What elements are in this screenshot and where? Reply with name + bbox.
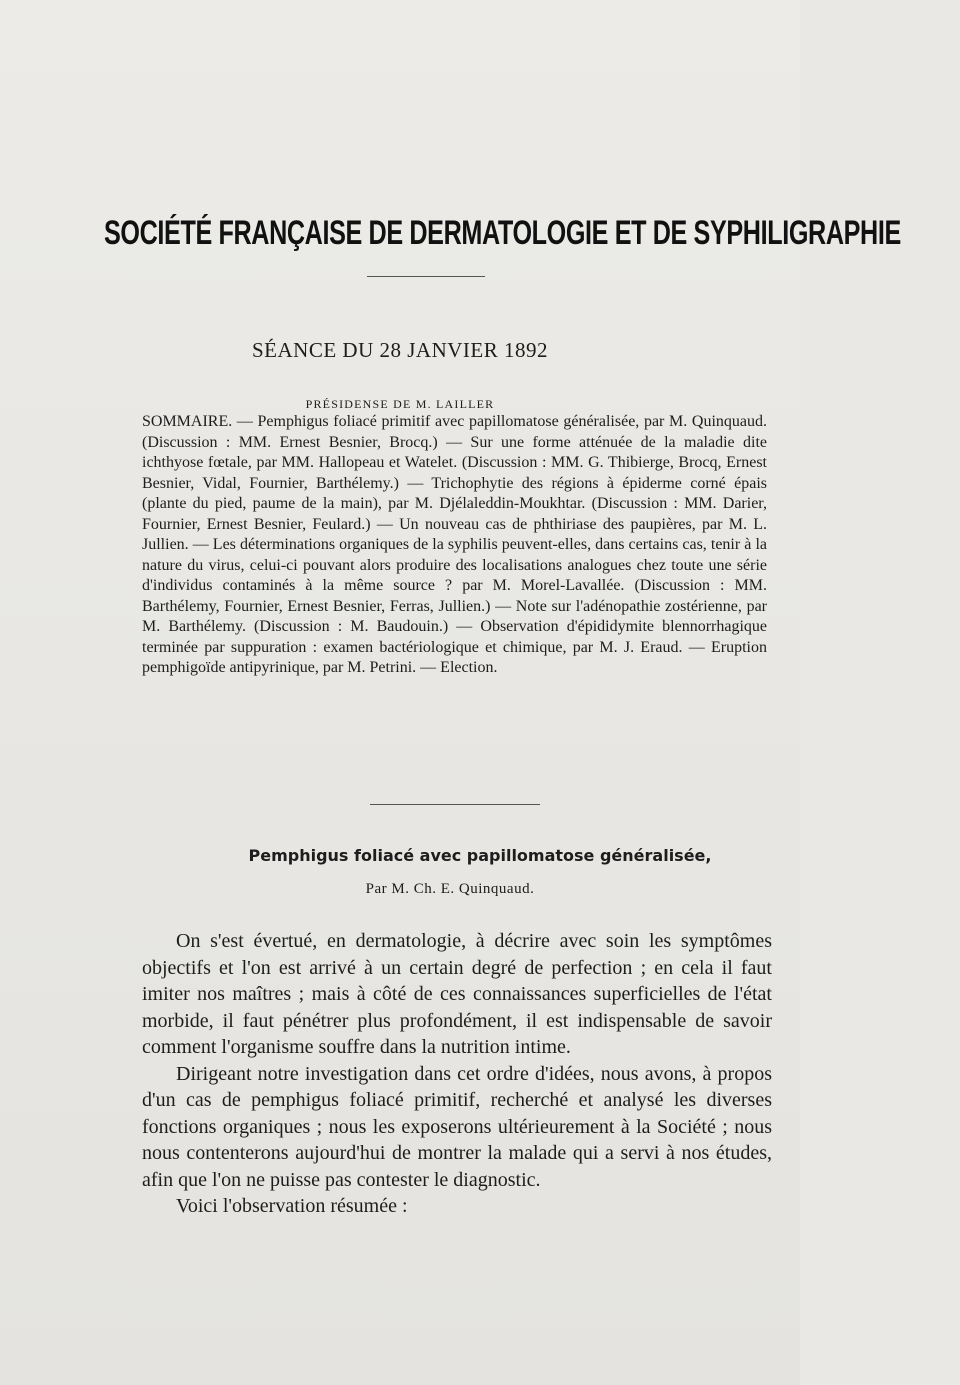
presidency-line: PRÉSIDENSE DE M. LAILLER: [305, 397, 495, 411]
society-title: SOCIÉTÉ FRANÇAISE DE DERMATOLOGIE ET DE SYPHILIGRAPHIE: [104, 214, 901, 252]
title-divider: [367, 276, 485, 277]
article-body: [142, 928, 772, 1220]
body-paragraph-3: Voici l'observation résumée :: [176, 1195, 408, 1217]
body-paragraph-1: On s'est évertué, en dermatologie, à décrire avec soin les symptômes objectifs et l'on est arrivé à un certain degré de perfection ; en cela il faut imiter nos maîtres ; mais à côté de ces connaissances superficielles de l'état morbide, il faut pénétrer plus profondément, il est indispensable de savoir comment l'organisme souffre dans la nutrition intime.: [142, 930, 772, 1058]
body-paragraph-2: Dirigeant notre investigation dans cet ordre d'idées, nous avons, à propos d'un cas de pemphigus foliacé primitif, recherché et analysé les diverses fonctions organiques ; nous les exposerons ultérieurement à la Société ; nous nous contenterons aujourd'hui de montrer la malade qui a servi à nos études, afin que l'on ne puisse pas contester le diagnostic.: [142, 1062, 772, 1191]
article-byline: Par M. Ch. E. Quinquaud.: [365, 881, 535, 897]
summary-block: [142, 412, 767, 679]
summary-text: SOMMAIRE. — Pemphigus foliacé primitif avec papillomatose généralisée, par M. Quinquaud. (Discussion : MM. Ernest Besnier, Brocq.) — Sur une forme atténuée de la maladie dite ichthyose fœtale, par MM. Hallopeau et Watelet. (Discussion : MM. G. Thibierge, Brocq, Ernest Besnier, Vidal, Fournier, Barthélemy.) — Trichophytie des régions à épiderme corné épais (plante du pied, paume de la main), par M. Djélaleddin-Moukhtar. (Discussion : MM. Darier, Fournier, Ernest Besnier, Feulard.) — Un nouveau cas de phthiriase des paupières, par M. L. Jullien. — Les déterminations organiques de la syphilis peuvent-elles, dans certains cas, tenir à la nature du virus, celui-ci pouvant alors produire des localisations analogues chez toute une série d'individus contaminés à la même source ? par M. Morel-Lavallée. (Discussion : MM. Barthélemy, Fournier, Ernest Besnier, Ferras, Jullien.) — Note sur l'adénopathie zostérienne, par M. Barthélemy. (Discussion : M. Baudouin.) — Observation d'épididymite blennorrhagique terminée par suppuration : examen bactériologique et chimique, par M. J. Eraud. — Eruption pemphigoïde antipyrinique, par M. Petrini. — Election.: [142, 413, 767, 676]
summary-divider: [370, 804, 540, 805]
article-title: Pemphigus foliacé avec papillomatose généralisée,: [248, 846, 712, 865]
session-heading: SÉANCE DU 28 JANVIER 1892: [252, 338, 548, 362]
